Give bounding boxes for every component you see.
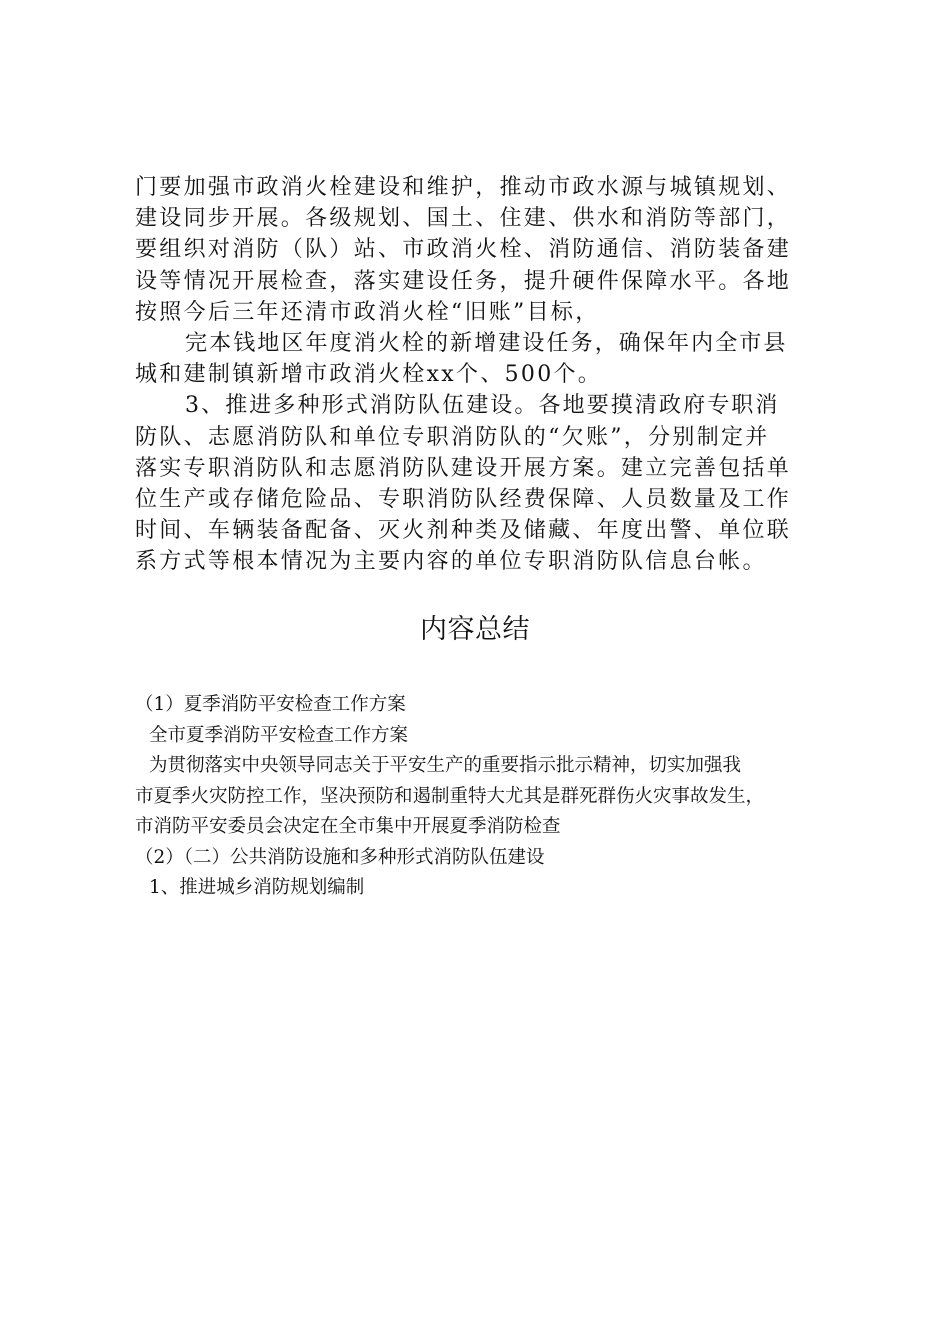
summary-line: 1、推进城乡消防规划编制 bbox=[149, 877, 365, 898]
body-line: 3、推进多种形式消防队伍建设。各地要摸清政府专职消 bbox=[185, 393, 780, 419]
body-line: 系方式等根本情况为主要内容的单位专职消防队信息台帐。 bbox=[135, 549, 767, 575]
body-line: 防队、志愿消防队和单位专职消防队的“欠账”，分别制定并 bbox=[135, 424, 770, 450]
summary-line: 为贯彻落实中央领导同志关于平安生产的重要指示批示精神，切实加强我 bbox=[149, 755, 742, 776]
summary-section bbox=[135, 690, 835, 904]
body-text bbox=[135, 172, 825, 577]
body-line: 建设同步开展。各级规划、国土、住建、供水和消防等部门， bbox=[135, 206, 792, 232]
body-line: 城和建制镇新增市政消火栓xx个、500个。 bbox=[135, 362, 603, 388]
summary-line: 全市夏季消防平安检查工作方案 bbox=[149, 724, 409, 746]
summary-title: 内容总结 bbox=[420, 614, 530, 645]
body-line: 时间、车辆装备配备、灭火剂种类及储藏、年度出警、单位联 bbox=[135, 518, 792, 544]
body-line: 落实专职消防队和志愿消防队建设开展方案。建立完善包括单 bbox=[135, 455, 792, 481]
body-line: 位生产或存储危险品、专职消防队经费保障、人员数量及工作 bbox=[135, 486, 792, 512]
body-line: 要组织对消防（队）站、市政消火栓、消防通信、消防装备建 bbox=[135, 237, 792, 263]
body-line: 完本钱地区年度消火栓的新增建设任务，确保年内全市县 bbox=[185, 330, 788, 356]
summary-line: （1）夏季消防平安检查工作方案 bbox=[135, 694, 406, 715]
summary-line: 市消防平安委员会决定在全市集中开展夏季消防检查 bbox=[135, 816, 561, 837]
body-line: 设等情况开展检查，落实建设任务，提升硬件保障水平。各地 bbox=[135, 268, 792, 294]
summary-line: 市夏季火灾防控工作，坚决预防和遏制重特大尤其是群死群伤火灾事故发生， bbox=[135, 785, 765, 807]
body-line: 按照今后三年还清市政消火栓“旧账”目标， bbox=[135, 299, 600, 325]
summary-line: （2）（二）公共消防设施和多种形式消防队伍建设 bbox=[135, 846, 545, 868]
body-line: 门要加强市政消火栓建设和维护，推动市政水源与城镇规划、 bbox=[135, 175, 792, 200]
